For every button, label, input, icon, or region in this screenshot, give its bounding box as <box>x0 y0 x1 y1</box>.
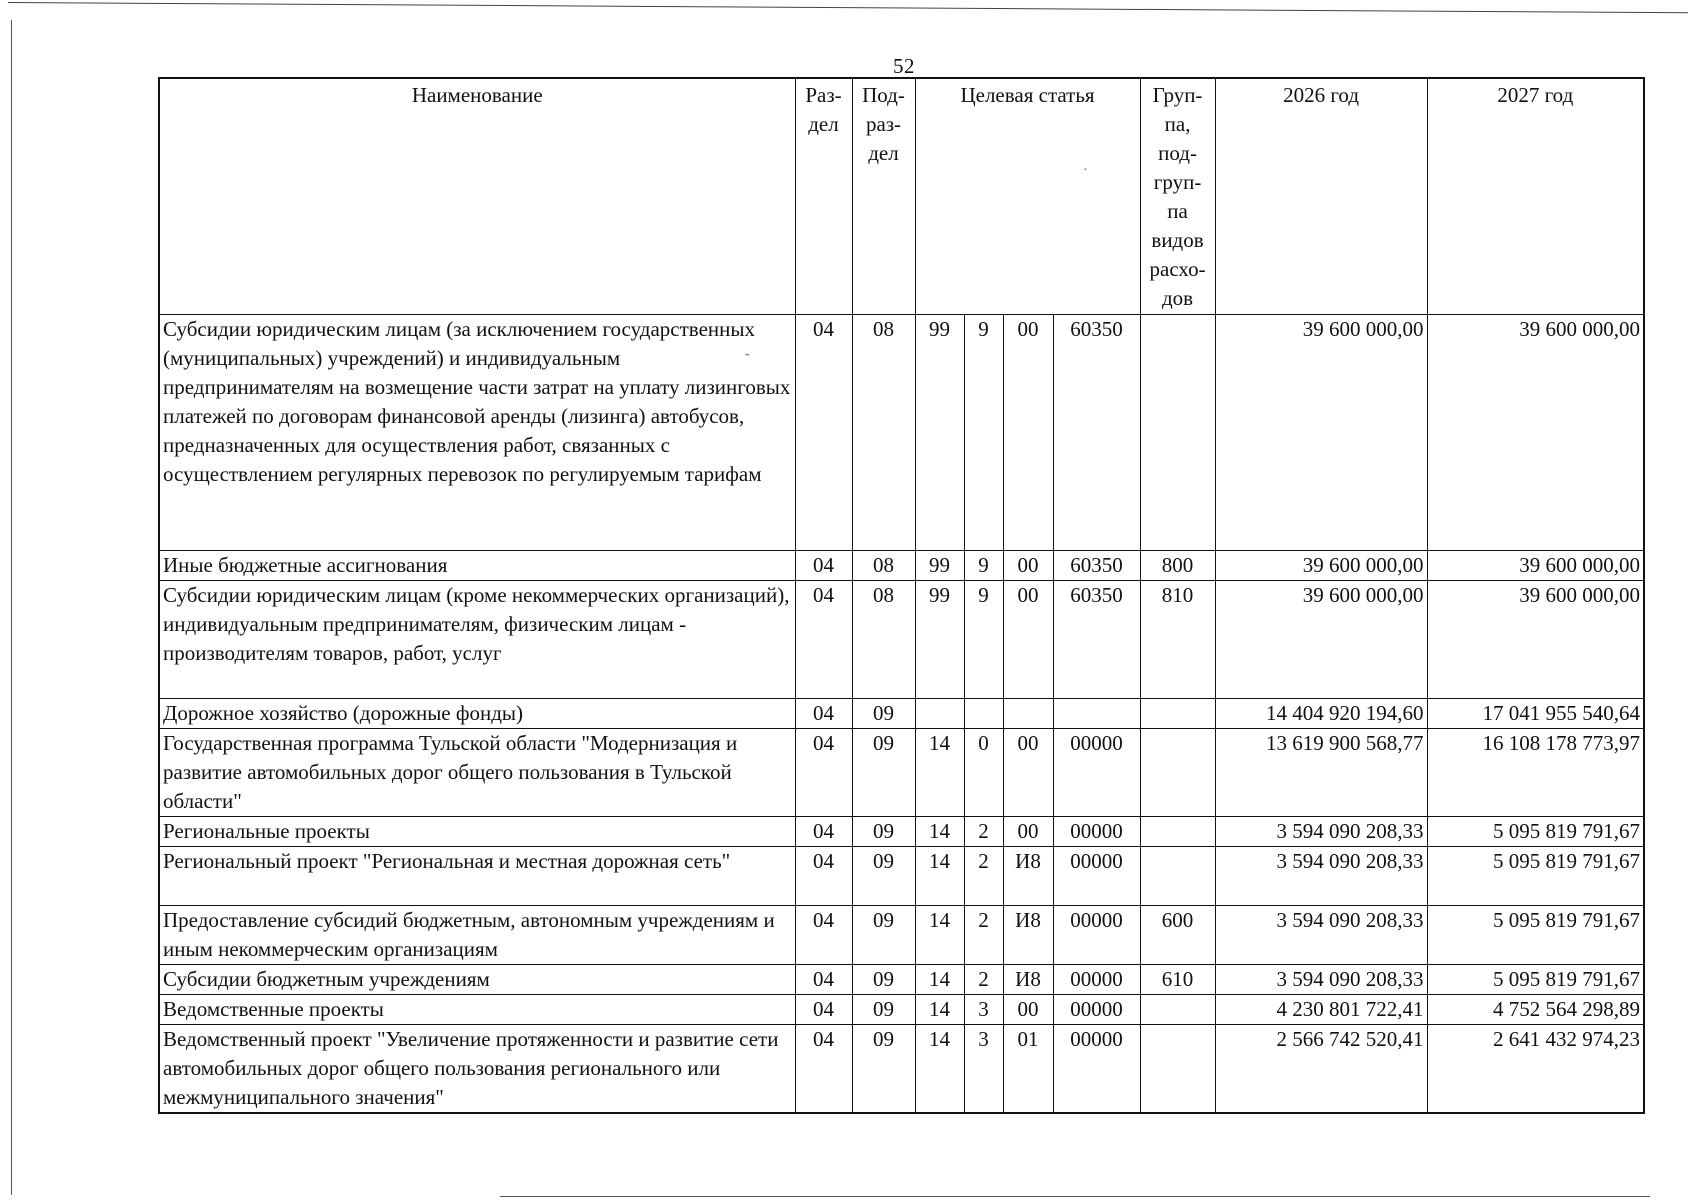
row-target-type: 2 <box>964 964 1003 994</box>
header-group-line: па <box>1167 199 1188 223</box>
table-row <box>159 994 1644 1024</box>
row-amount-2026: 2 566 742 520,41 <box>1215 1024 1427 1113</box>
row-section: 04 <box>795 964 852 994</box>
row-name: Ведомственный проект "Увеличение протяженности и развитие сети автомобильных дорог общего пользования регионального или межмуниципального значения" <box>159 1024 795 1113</box>
row-expense-group <box>1140 846 1215 905</box>
row-target-event: И8 <box>1003 964 1053 994</box>
row-subsection: 09 <box>852 964 915 994</box>
row-target-event: 00 <box>1003 580 1053 698</box>
row-target-program: 99 <box>915 550 964 580</box>
row-target-direction: 00000 <box>1053 905 1140 964</box>
row-target-program: 14 <box>915 816 964 846</box>
row-amount-2027: 5 095 819 791,67 <box>1427 964 1644 994</box>
row-amount-2027: 39 600 000,00 <box>1427 550 1644 580</box>
row-target-program: 14 <box>915 728 964 816</box>
row-subsection: 09 <box>852 1024 915 1113</box>
row-amount-2026: 4 230 801 722,41 <box>1215 994 1427 1024</box>
row-target-program: 14 <box>915 905 964 964</box>
row-amount-2027: 39 600 000,00 <box>1427 580 1644 698</box>
row-expense-group: 610 <box>1140 964 1215 994</box>
row-target-direction <box>1053 698 1140 728</box>
row-subsection: 08 <box>852 580 915 698</box>
row-name: Субсидии юридическим лицам (кроме некоммерческих организаций), индивидуальным предпринимателям, физическим лицам - производителям товаров, работ, услуг <box>159 580 795 698</box>
header-target-article: Целевая статья <box>915 78 1140 314</box>
row-amount-2026: 3 594 090 208,33 <box>1215 816 1427 846</box>
scan-edge-left <box>11 20 12 1195</box>
row-amount-2027: 5 095 819 791,67 <box>1427 816 1644 846</box>
row-amount-2026: 39 600 000,00 <box>1215 580 1427 698</box>
row-expense-group <box>1140 314 1215 550</box>
table-row <box>159 1024 1644 1113</box>
header-subsection-line: Под- <box>862 83 905 107</box>
row-target-type: 9 <box>964 550 1003 580</box>
header-group-line: Груп- <box>1152 83 1203 107</box>
row-section: 04 <box>795 728 852 816</box>
row-target-event: 01 <box>1003 1024 1053 1113</box>
page-number: 52 <box>893 54 915 78</box>
header-group-line: дов <box>1161 286 1194 310</box>
header-year-2026: 2026 год <box>1215 78 1427 314</box>
row-name: Региональный проект "Региональная и местная дорожная сеть" <box>159 846 795 905</box>
row-amount-2027: 39 600 000,00 <box>1427 314 1644 550</box>
row-amount-2026: 13 619 900 568,77 <box>1215 728 1427 816</box>
row-target-program: 99 <box>915 580 964 698</box>
row-target-direction: 00000 <box>1053 994 1140 1024</box>
row-amount-2027: 5 095 819 791,67 <box>1427 905 1644 964</box>
row-target-event: 00 <box>1003 314 1053 550</box>
row-section: 04 <box>795 580 852 698</box>
row-target-program: 14 <box>915 846 964 905</box>
header-group-line: расхо- <box>1149 257 1206 281</box>
row-subsection: 08 <box>852 314 915 550</box>
row-amount-2026: 14 404 920 194,60 <box>1215 698 1427 728</box>
row-section: 04 <box>795 1024 852 1113</box>
table-row <box>159 816 1644 846</box>
table-row <box>159 580 1644 698</box>
row-amount-2026: 39 600 000,00 <box>1215 314 1427 550</box>
row-target-program: 14 <box>915 964 964 994</box>
header-section <box>795 78 852 314</box>
header-section-line: Раз- <box>805 83 842 107</box>
scan-speck: ˜ <box>745 352 750 367</box>
header-section-line: дел <box>808 112 839 136</box>
scan-speck: · <box>1083 163 1088 178</box>
row-target-direction: 00000 <box>1053 846 1140 905</box>
row-target-direction: 60350 <box>1053 580 1140 698</box>
row-expense-group: 600 <box>1140 905 1215 964</box>
row-section: 04 <box>795 816 852 846</box>
budget-table <box>158 77 1645 1114</box>
header-row <box>159 78 1644 314</box>
row-target-event <box>1003 698 1053 728</box>
row-name: Региональные проекты <box>159 816 795 846</box>
row-name: Предоставление субсидий бюджетным, автономным учреждениям и иным некоммерческим организациям <box>159 905 795 964</box>
row-target-type: 2 <box>964 905 1003 964</box>
table-row <box>159 550 1644 580</box>
row-target-program: 99 <box>915 314 964 550</box>
row-amount-2026: 3 594 090 208,33 <box>1215 846 1427 905</box>
row-amount-2026: 3 594 090 208,33 <box>1215 905 1427 964</box>
row-amount-2027: 2 641 432 974,23 <box>1427 1024 1644 1113</box>
row-name: Иные бюджетные ассигнования <box>159 550 795 580</box>
row-name: Ведомственные проекты <box>159 994 795 1024</box>
row-expense-group <box>1140 994 1215 1024</box>
scan-edge-top <box>8 2 1688 13</box>
row-subsection: 09 <box>852 728 915 816</box>
row-target-event: 00 <box>1003 728 1053 816</box>
table-row <box>159 905 1644 964</box>
table-row <box>159 698 1644 728</box>
row-target-program <box>915 698 964 728</box>
row-target-direction: 60350 <box>1053 550 1140 580</box>
row-target-program: 14 <box>915 1024 964 1113</box>
row-target-direction: 00000 <box>1053 964 1140 994</box>
row-section: 04 <box>795 698 852 728</box>
row-amount-2027: 17 041 955 540,64 <box>1427 698 1644 728</box>
row-amount-2027: 16 108 178 773,97 <box>1427 728 1644 816</box>
row-target-direction: 00000 <box>1053 1024 1140 1113</box>
row-target-type: 0 <box>964 728 1003 816</box>
row-subsection: 08 <box>852 550 915 580</box>
row-target-type: 2 <box>964 816 1003 846</box>
row-target-program: 14 <box>915 994 964 1024</box>
row-subsection: 09 <box>852 905 915 964</box>
header-group-line: па, <box>1164 112 1191 136</box>
row-target-direction: 00000 <box>1053 728 1140 816</box>
row-target-type <box>964 698 1003 728</box>
row-amount-2026: 3 594 090 208,33 <box>1215 964 1427 994</box>
row-section: 04 <box>795 314 852 550</box>
row-subsection: 09 <box>852 994 915 1024</box>
row-amount-2027: 5 095 819 791,67 <box>1427 846 1644 905</box>
row-amount-2027: 4 752 564 298,89 <box>1427 994 1644 1024</box>
row-name: Дорожное хозяйство (дорожные фонды) <box>159 698 795 728</box>
header-group-line: груп- <box>1153 170 1202 194</box>
header-year-2027: 2027 год <box>1427 78 1644 314</box>
table-row <box>159 964 1644 994</box>
table-row <box>159 846 1644 905</box>
header-name: Наименование <box>159 78 795 314</box>
row-target-type: 3 <box>964 994 1003 1024</box>
row-target-event: 00 <box>1003 550 1053 580</box>
row-name: Государственная программа Тульской области "Модернизация и развитие автомобильных дорог общего пользования в Тульской области" <box>159 728 795 816</box>
row-subsection: 09 <box>852 698 915 728</box>
row-expense-group: 800 <box>1140 550 1215 580</box>
header-subsection <box>852 78 915 314</box>
header-group <box>1140 78 1215 314</box>
row-section: 04 <box>795 905 852 964</box>
row-subsection: 09 <box>852 816 915 846</box>
row-target-direction: 60350 <box>1053 314 1140 550</box>
row-target-type: 9 <box>964 314 1003 550</box>
row-expense-group: 810 <box>1140 580 1215 698</box>
header-group-line: под- <box>1158 141 1197 165</box>
row-name: Субсидии бюджетным учреждениям <box>159 964 795 994</box>
row-name: Субсидии юридическим лицам (за исключением государственных (муниципальных) учреждений) и индивидуальным предпринимателям на возмещение части затрат на уплату лизинговых платежей по договорам финансовой аренды (лизинга) автобусов, предназначенных для осуществления работ, связанных с осуществлением регулярных перевозок по регулируемым тарифам <box>159 314 795 550</box>
scan-edge-bottom <box>500 1196 1650 1197</box>
row-section: 04 <box>795 550 852 580</box>
row-target-direction: 00000 <box>1053 816 1140 846</box>
row-target-event: И8 <box>1003 905 1053 964</box>
row-expense-group <box>1140 728 1215 816</box>
row-section: 04 <box>795 994 852 1024</box>
row-amount-2026: 39 600 000,00 <box>1215 550 1427 580</box>
table-row <box>159 728 1644 816</box>
row-target-type: 3 <box>964 1024 1003 1113</box>
row-target-event: 00 <box>1003 816 1053 846</box>
row-target-type: 2 <box>964 846 1003 905</box>
row-expense-group <box>1140 816 1215 846</box>
row-subsection: 09 <box>852 846 915 905</box>
row-expense-group <box>1140 698 1215 728</box>
row-target-event: И8 <box>1003 846 1053 905</box>
row-target-type: 9 <box>964 580 1003 698</box>
row-target-event: 00 <box>1003 994 1053 1024</box>
header-group-line: видов <box>1151 228 1204 252</box>
header-subsection-line: дел <box>868 141 899 165</box>
header-subsection-line: раз- <box>865 112 902 136</box>
table-row <box>159 314 1644 550</box>
row-section: 04 <box>795 846 852 905</box>
row-expense-group <box>1140 1024 1215 1113</box>
